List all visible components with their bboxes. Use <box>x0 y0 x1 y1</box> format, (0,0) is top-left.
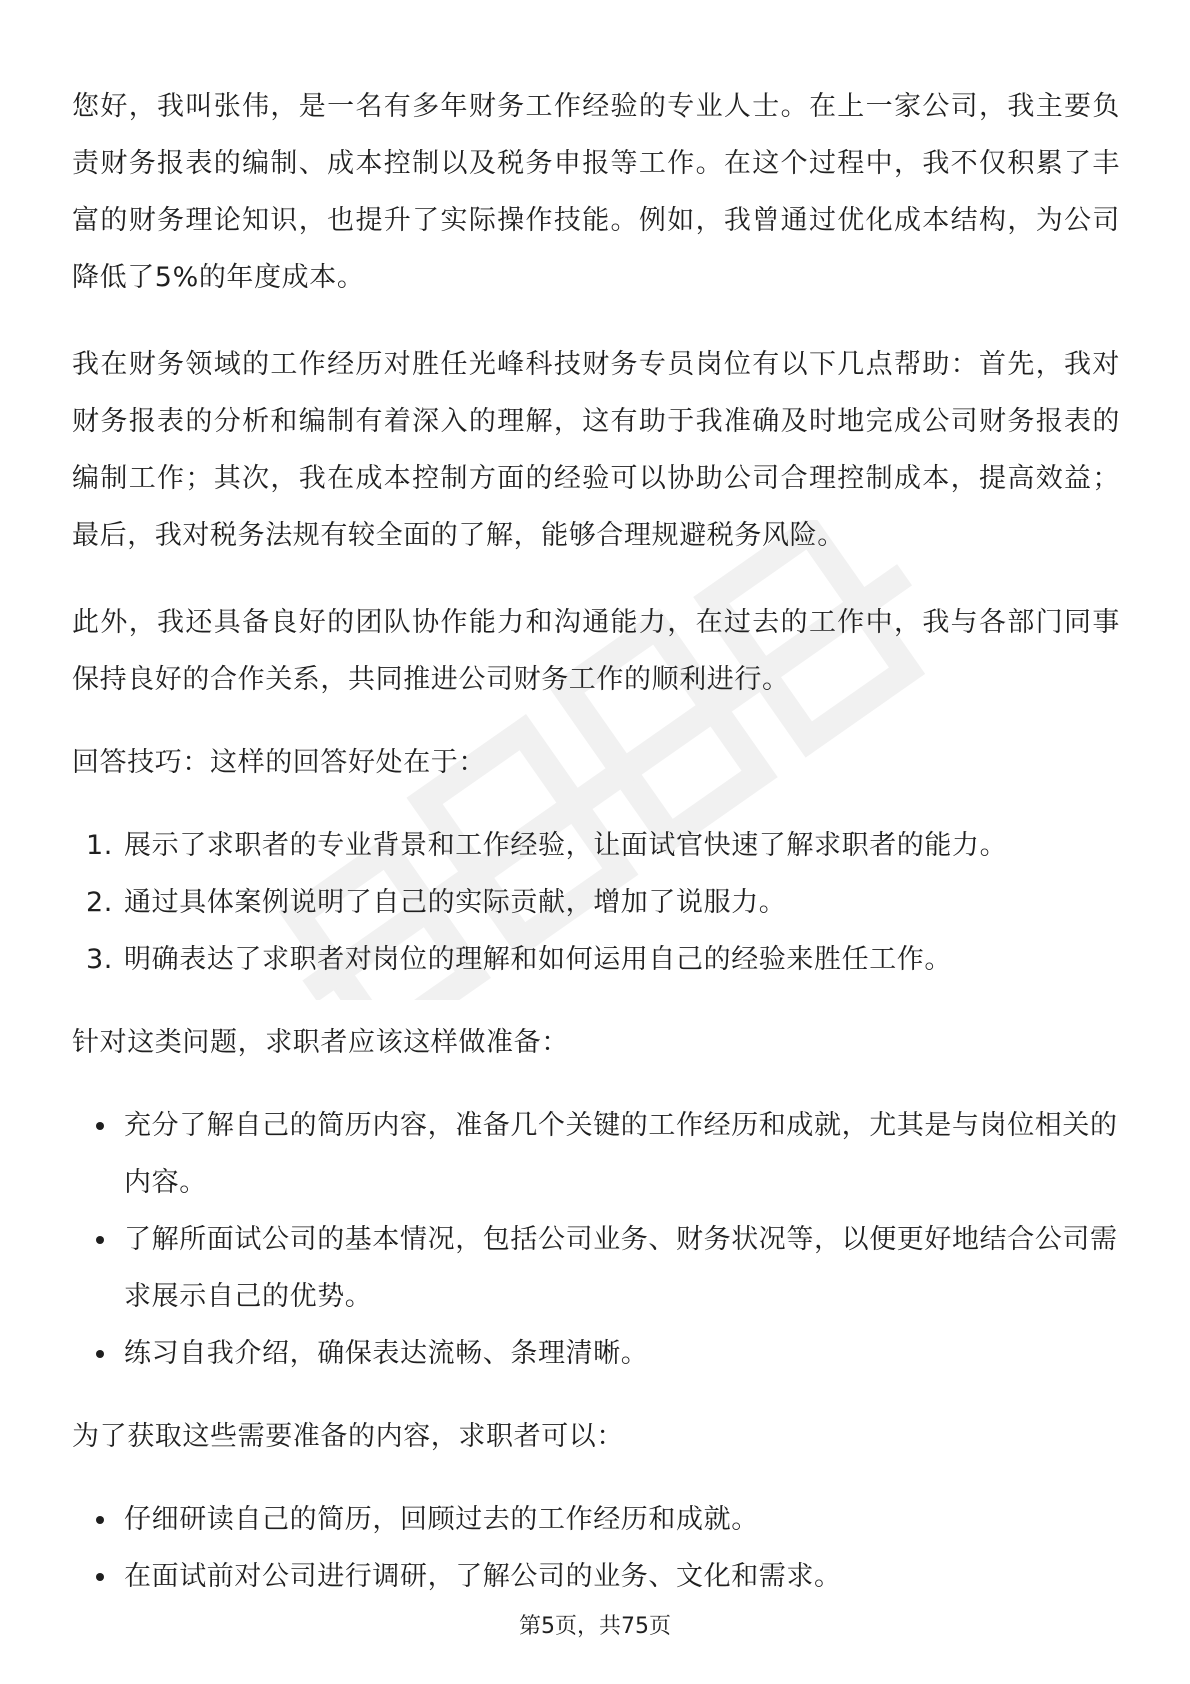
list-item-text: 充分了解自己的简历内容，准备几个关键的工作经历和成就，尤其是与岗位相关的内容。 <box>124 1110 1118 1198</box>
list-item <box>72 1097 1120 1211</box>
list-item-text: 在面试前对公司进行调研，了解公司的业务、文化和需求。 <box>124 1561 842 1592</box>
prep-list <box>72 1097 1120 1382</box>
list-number: 1. <box>86 830 113 861</box>
list-item <box>72 1491 1120 1548</box>
team-paragraph: 此外，我还具备良好的团队协作能力和沟通能力，在过去的工作中，我与各部门同事保持良好的合作关系，共同推进公司财务工作的顺利进行。 <box>72 607 1120 695</box>
list-item <box>72 1211 1120 1325</box>
tips-list <box>72 817 1120 988</box>
intro-paragraph: 您好，我叫张伟，是一名有多年财务工作经验的专业人士。在上一家公司，我主要负责财务报表的编制、成本控制以及税务申报等工作。在这个过程中，我不仅积累了丰富的财务理论知识，也提升了实际操作技能。例如，我曾通过优化成本结构，为公司降低了5%的年度成本。 <box>72 91 1120 293</box>
bullet-icon <box>96 1350 104 1358</box>
list-item-text: 了解所面试公司的基本情况，包括公司业务、财务状况等，以便更好地结合公司需求展示自己的优势。 <box>124 1224 1118 1312</box>
list-number: 2. <box>86 887 113 918</box>
tips-heading: 回答技巧：这样的回答好处在于： <box>72 747 486 778</box>
list-item <box>72 817 1120 874</box>
bullet-icon <box>96 1122 104 1130</box>
list-item-text: 通过具体案例说明了自己的实际贡献，增加了说服力。 <box>124 887 787 918</box>
list-item <box>72 1548 1120 1605</box>
help-paragraph: 我在财务领域的工作经历对胜任光峰科技财务专员岗位有以下几点帮助：首先，我对财务报表的分析和编制有着深入的理解，这有助于我准确及时地完成公司财务报表的编制工作；其次，我在成本控制方面的经验可以协助公司合理控制成本，提高效益；最后，我对税务法规有较全面的了解，能够合理规避税务风险。 <box>72 349 1120 551</box>
bullet-icon <box>96 1573 104 1581</box>
list-item <box>72 874 1120 931</box>
list-number: 3. <box>86 944 113 975</box>
list-item-text: 明确表达了求职者对岗位的理解和如何运用自己的经验来胜任工作。 <box>124 944 952 975</box>
list-item-text: 展示了求职者的专业背景和工作经验，让面试官快速了解求职者的能力。 <box>124 830 1008 861</box>
obtain-list <box>72 1491 1120 1605</box>
bullet-icon <box>96 1236 104 1244</box>
list-item <box>72 1325 1120 1382</box>
prep-heading: 针对这类问题，求职者应该这样做准备： <box>72 1027 569 1058</box>
list-item <box>72 931 1120 988</box>
page-number-footer: 第5页，共75页 <box>519 1614 671 1639</box>
document-body <box>72 78 1120 1605</box>
list-item-text: 练习自我介绍，确保表达流畅、条理清晰。 <box>124 1338 649 1369</box>
list-item-text: 仔细研读自己的简历，回顾过去的工作经历和成就。 <box>124 1504 759 1535</box>
obtain-heading: 为了获取这些需要准备的内容，求职者可以： <box>72 1421 624 1452</box>
bullet-icon <box>96 1516 104 1524</box>
